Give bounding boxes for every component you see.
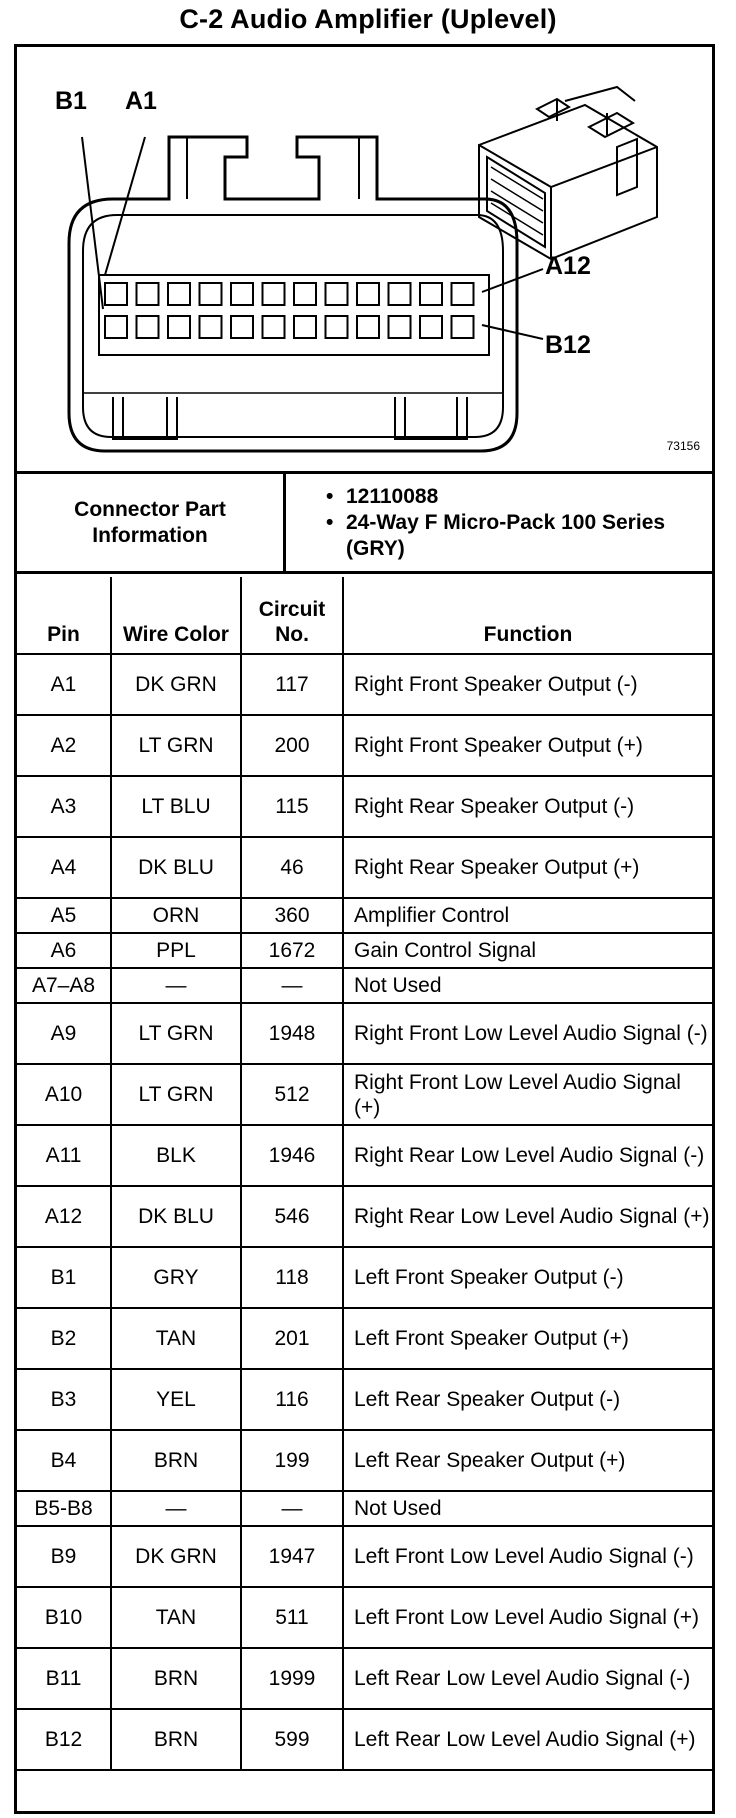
wire-color-cell: GRY <box>111 1247 241 1308</box>
b12-leader <box>482 325 543 339</box>
wire-color-cell: PPL <box>111 933 241 968</box>
pin-cell: A1 <box>17 654 111 715</box>
label-a12: A12 <box>545 252 591 280</box>
wire-color-cell: TAN <box>111 1308 241 1369</box>
pin-cavity <box>357 283 379 305</box>
connector-diagram <box>17 47 712 474</box>
table-row <box>17 1648 712 1709</box>
a1-leader <box>105 137 145 275</box>
circuit-cell: 201 <box>241 1308 343 1369</box>
circuit-cell: 200 <box>241 715 343 776</box>
figure-number: 73156 <box>666 439 700 453</box>
header-wire-color: Wire Color <box>111 577 241 654</box>
part-info-values <box>285 474 713 573</box>
wire-color-cell: BRN <box>111 1648 241 1709</box>
circuit-cell: — <box>241 1491 343 1526</box>
pin-cavity <box>452 283 474 305</box>
circuit-cell: 1672 <box>241 933 343 968</box>
table-row <box>17 654 712 715</box>
pin-cavity <box>137 283 159 305</box>
part-number: • 12110088 <box>326 484 711 510</box>
label-a1: A1 <box>125 87 157 115</box>
header-function: Function <box>343 577 712 654</box>
header-circuit-no: Circuit No. <box>241 577 343 654</box>
pin-cell: B11 <box>17 1648 111 1709</box>
circuit-cell: 1947 <box>241 1526 343 1587</box>
circuit-cell: 118 <box>241 1247 343 1308</box>
pin-cavity <box>326 316 348 338</box>
wire-color-cell: YEL <box>111 1369 241 1430</box>
pin-table-body <box>17 654 712 1770</box>
a12-leader <box>482 269 543 292</box>
table-row <box>17 1247 712 1308</box>
pin-cavity <box>105 316 127 338</box>
connector-isometric-view <box>479 87 657 259</box>
wire-color-cell: LT GRN <box>111 715 241 776</box>
table-row <box>17 776 712 837</box>
part-info-label: Connector Part Information <box>17 474 285 573</box>
pin-cavity <box>263 316 285 338</box>
table-row <box>17 1491 712 1526</box>
pin-cavity <box>200 283 222 305</box>
function-cell: Left Rear Low Level Audio Signal (-) <box>343 1648 712 1709</box>
pin-cell: A4 <box>17 837 111 898</box>
pin-cavity <box>389 283 411 305</box>
pin-cell: B5-B8 <box>17 1491 111 1526</box>
function-cell: Not Used <box>343 968 712 1003</box>
circuit-cell: 546 <box>241 1186 343 1247</box>
circuit-cell: 46 <box>241 837 343 898</box>
table-row <box>17 898 712 933</box>
pin-cell: B2 <box>17 1308 111 1369</box>
circuit-cell: 1946 <box>241 1125 343 1186</box>
pin-table <box>17 577 712 1771</box>
pin-cell: B9 <box>17 1526 111 1587</box>
circuit-cell: 360 <box>241 898 343 933</box>
pin-cavity <box>389 316 411 338</box>
pin-cell: A12 <box>17 1186 111 1247</box>
b1-leader <box>82 137 103 309</box>
wire-color-cell: BRN <box>111 1709 241 1770</box>
function-cell: Left Rear Speaker Output (-) <box>343 1369 712 1430</box>
wire-color-cell: DK GRN <box>111 1526 241 1587</box>
wire-color-cell: — <box>111 968 241 1003</box>
pin-cavity <box>231 316 253 338</box>
pin-cavity <box>420 283 442 305</box>
table-row <box>17 1308 712 1369</box>
connector-face-drawing <box>17 47 712 471</box>
function-cell: Left Rear Low Level Audio Signal (+) <box>343 1709 712 1770</box>
pin-cavity <box>326 283 348 305</box>
function-cell: Not Used <box>343 1491 712 1526</box>
pin-cell: B12 <box>17 1709 111 1770</box>
pin-cavity <box>168 283 190 305</box>
circuit-cell: 1999 <box>241 1648 343 1709</box>
wire-color-cell: BLK <box>111 1125 241 1186</box>
pin-cell: B10 <box>17 1587 111 1648</box>
wire-color-cell: BRN <box>111 1430 241 1491</box>
circuit-cell: 1948 <box>241 1003 343 1064</box>
table-row <box>17 968 712 1003</box>
wire-color-cell: ORN <box>111 898 241 933</box>
wire-color-cell: DK BLU <box>111 837 241 898</box>
circuit-cell: 199 <box>241 1430 343 1491</box>
pin-cavity <box>452 316 474 338</box>
pin-cell: A10 <box>17 1064 111 1125</box>
circuit-cell: 512 <box>241 1064 343 1125</box>
table-row <box>17 1186 712 1247</box>
circuit-cell: — <box>241 968 343 1003</box>
pin-cell: B3 <box>17 1369 111 1430</box>
wire-color-cell: DK GRN <box>111 654 241 715</box>
pin-cavity <box>357 316 379 338</box>
wire-color-cell: LT GRN <box>111 1003 241 1064</box>
pin-cavity <box>137 316 159 338</box>
label-b1: B1 <box>55 87 87 115</box>
wire-color-cell: LT GRN <box>111 1064 241 1125</box>
function-cell: Right Rear Speaker Output (+) <box>343 837 712 898</box>
function-cell: Right Front Low Level Audio Signal (+) <box>343 1064 712 1125</box>
pin-cell: A7–A8 <box>17 968 111 1003</box>
bottom-latch-right <box>395 397 467 439</box>
pin-cavity <box>294 316 316 338</box>
table-row <box>17 1587 712 1648</box>
pin-cell: A6 <box>17 933 111 968</box>
page-title: C-2 Audio Amplifier (Uplevel) <box>179 4 557 34</box>
function-cell: Right Front Speaker Output (-) <box>343 654 712 715</box>
pin-grid <box>105 283 474 338</box>
wire-color-cell: — <box>111 1491 241 1526</box>
function-cell: Gain Control Signal <box>343 933 712 968</box>
circuit-cell: 115 <box>241 776 343 837</box>
connector-description: • 24-Way F Micro-Pack 100 Series (GRY) <box>326 510 711 562</box>
pin-cavity <box>200 316 222 338</box>
pin-cell: A2 <box>17 715 111 776</box>
header-pin: Pin <box>17 577 111 654</box>
function-cell: Left Front Low Level Audio Signal (+) <box>343 1587 712 1648</box>
table-row <box>17 1430 712 1491</box>
table-row <box>17 1003 712 1064</box>
pin-table-header <box>17 577 712 654</box>
function-cell: Left Front Speaker Output (+) <box>343 1308 712 1369</box>
function-cell: Left Rear Speaker Output (+) <box>343 1430 712 1491</box>
table-row <box>17 1526 712 1587</box>
table-row <box>17 933 712 968</box>
circuit-cell: 599 <box>241 1709 343 1770</box>
table-row <box>17 1064 712 1125</box>
table-row <box>17 1709 712 1770</box>
pin-cell: A5 <box>17 898 111 933</box>
wire-color-cell: LT BLU <box>111 776 241 837</box>
pin-cavity <box>294 283 316 305</box>
function-cell: Right Front Speaker Output (+) <box>343 715 712 776</box>
pin-cell: B4 <box>17 1430 111 1491</box>
table-row <box>17 1125 712 1186</box>
function-cell: Right Rear Low Level Audio Signal (-) <box>343 1125 712 1186</box>
function-cell: Amplifier Control <box>343 898 712 933</box>
wire-color-cell: DK BLU <box>111 1186 241 1247</box>
circuit-cell: 117 <box>241 654 343 715</box>
pin-cell: A3 <box>17 776 111 837</box>
function-cell: Right Rear Speaker Output (-) <box>343 776 712 837</box>
connector-part-info <box>17 474 712 574</box>
pin-cavity <box>105 283 127 305</box>
connector-sheet <box>14 44 715 1814</box>
circuit-cell: 511 <box>241 1587 343 1648</box>
table-row <box>17 1369 712 1430</box>
pin-cell: A9 <box>17 1003 111 1064</box>
table-row <box>17 837 712 898</box>
pin-cavity <box>420 316 442 338</box>
pin-cavity <box>263 283 285 305</box>
pin-cell: A11 <box>17 1125 111 1186</box>
table-row <box>17 715 712 776</box>
pin-cell: B1 <box>17 1247 111 1308</box>
label-b12: B12 <box>545 331 591 359</box>
wire-color-cell: TAN <box>111 1587 241 1648</box>
circuit-cell: 116 <box>241 1369 343 1430</box>
pin-cavity <box>231 283 253 305</box>
function-cell: Right Rear Low Level Audio Signal (+) <box>343 1186 712 1247</box>
function-cell: Left Front Low Level Audio Signal (-) <box>343 1526 712 1587</box>
function-cell: Left Front Speaker Output (-) <box>343 1247 712 1308</box>
pin-cavity <box>168 316 190 338</box>
bottom-latch-left <box>113 397 177 439</box>
function-cell: Right Front Low Level Audio Signal (-) <box>343 1003 712 1064</box>
